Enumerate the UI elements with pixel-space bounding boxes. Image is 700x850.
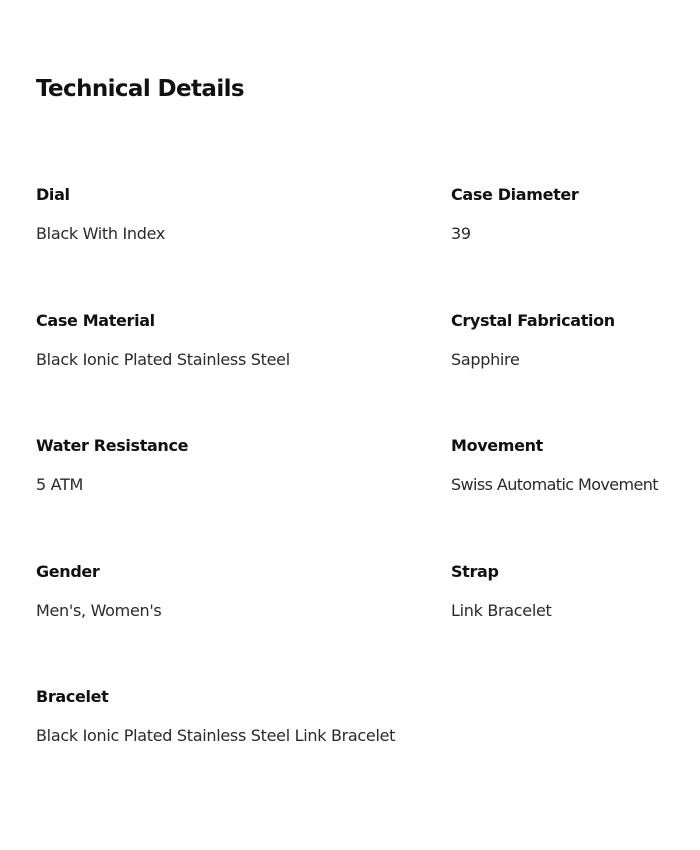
section-title: Technical Details — [36, 76, 245, 102]
spec-label: Movement — [451, 436, 543, 455]
spec-value: Black With Index — [36, 224, 166, 243]
spec-case-diameter — [451, 184, 578, 245]
spec-value: Sapphire — [451, 350, 520, 369]
spec-strap — [451, 561, 552, 622]
spec-gender — [36, 561, 161, 622]
spec-label: Case Material — [36, 311, 155, 330]
spec-label: Case Diameter — [451, 185, 579, 204]
spec-value: 39 — [451, 224, 471, 243]
spec-crystal-fabrication — [451, 310, 615, 371]
spec-label: Gender — [36, 562, 100, 581]
spec-bracelet — [36, 686, 395, 747]
spec-label: Strap — [451, 562, 499, 581]
spec-value: Men's, Women's — [36, 601, 162, 620]
spec-value: Link Bracelet — [451, 601, 552, 620]
spec-value: Black Ionic Plated Stainless Steel — [36, 350, 290, 369]
spec-dial — [36, 184, 165, 245]
spec-value: Black Ionic Plated Stainless Steel Link Bracelet — [36, 726, 396, 745]
spec-water-resistance — [36, 435, 188, 496]
spec-label: Bracelet — [36, 687, 109, 706]
spec-value: 5 ATM — [36, 475, 84, 494]
spec-value: Swiss Automatic Movement — [451, 475, 658, 494]
spec-movement — [451, 435, 658, 496]
spec-label: Water Resistance — [36, 436, 189, 455]
spec-label: Crystal Fabrication — [451, 311, 615, 330]
spec-case-material — [36, 310, 290, 371]
spec-label: Dial — [36, 185, 70, 204]
